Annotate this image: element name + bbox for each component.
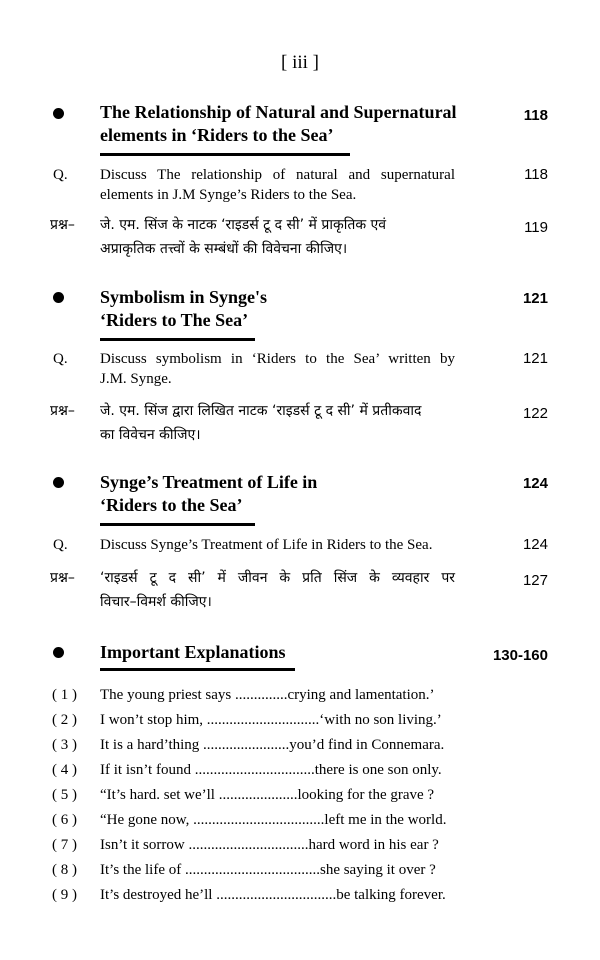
explanation-item <box>0 834 600 856</box>
question-line2: J.M. Synge. <box>100 371 172 387</box>
explanation-number: ( 9 ) <box>52 887 77 903</box>
explanation-text: “It’s hard. set we’ll .....................looking for the grave ? <box>100 787 435 803</box>
explanation-number: ( 7 ) <box>52 837 77 853</box>
explanation-item <box>0 884 600 906</box>
question-page: 122 <box>522 405 548 422</box>
explanation-number: ( 5 ) <box>52 787 77 803</box>
question-page: 121 <box>522 350 548 367</box>
explanation-number: ( 4 ) <box>52 762 77 778</box>
title-underline <box>100 668 295 671</box>
question-text <box>100 399 455 447</box>
question-label: Q. <box>53 351 68 367</box>
page-number: [ iii ] <box>281 52 319 73</box>
section-title <box>100 286 480 332</box>
question-page: 127 <box>522 572 548 589</box>
question-page: 118 <box>524 166 548 183</box>
question-text <box>100 165 455 205</box>
explanation-item <box>0 734 600 756</box>
question-label: प्रश्न– <box>50 403 75 419</box>
section-page: 130-160 <box>492 647 548 664</box>
explanation-text: If it isn’t found ................................there is one son only. <box>100 762 442 778</box>
bullet-icon <box>53 477 64 488</box>
question-line1: Discuss The relationship of natural and supernatural <box>100 167 455 183</box>
section-title-line2: elements in ‘Riders to the Sea’ <box>100 125 334 145</box>
question-line2: elements in J.M Synge’s Riders to the Sea. <box>100 187 357 203</box>
section-title <box>100 101 480 147</box>
section-title <box>100 471 480 517</box>
question-line1: Discuss symbolism in ‘Riders to the Sea’ written by <box>100 351 455 367</box>
section-page: 118 <box>523 107 548 124</box>
question-text <box>100 566 455 614</box>
section-title-line2: ‘Riders to the Sea’ <box>100 495 243 515</box>
bullet-icon <box>53 292 64 303</box>
explanation-number: ( 8 ) <box>52 862 77 878</box>
question-text <box>100 535 455 555</box>
question-label: Q. <box>53 537 68 553</box>
section-title-line1: Symbolism in Synge's <box>100 287 268 307</box>
question-line1: जे. एम. सिंज के नाटक ‘राइडर्स टू द सी’ में प्राकृतिक एवं <box>100 217 387 233</box>
explanation-item <box>0 784 600 806</box>
question-text <box>100 213 455 261</box>
question-line2: विचार–विमर्श कीजिए। <box>100 594 212 610</box>
explanation-text: The young priest says ..............crying and lamentation.’ <box>100 687 435 703</box>
explanation-text: It is a hard’thing .......................you’d find in Connemara. <box>100 737 445 753</box>
explanation-number: ( 1 ) <box>52 687 77 703</box>
section-page: 124 <box>522 475 548 492</box>
section-title-line1: The Relationship of Natural and Supernatural <box>100 102 457 122</box>
bullet-icon <box>53 108 64 119</box>
explanation-number: ( 3 ) <box>52 737 77 753</box>
explanation-text: I won’t stop him, ..............................‘with no son living.’ <box>100 712 442 728</box>
explanation-text: It’s destroyed he’ll ................................be talking forever. <box>100 887 446 903</box>
question-line1: ‘राइडर्स टू द सी’ में जीवन के प्रति सिंज के व्यवहार पर <box>100 570 455 586</box>
section-page: 121 <box>522 290 548 307</box>
question-label: Q. <box>53 167 68 183</box>
question-label: प्रश्न– <box>50 570 75 586</box>
title-underline <box>100 153 350 156</box>
explanation-text: Isn’t it sorrow ................................hard word in his ear ? <box>100 837 439 853</box>
explanation-text: It’s the life of ....................................she saying it over ? <box>100 862 436 878</box>
explanation-text: “He gone now, ...................................left me in the world. <box>100 812 447 828</box>
explanation-item <box>0 809 600 831</box>
question-line2: का विवेचन कीजिए। <box>100 427 201 443</box>
question-line2: अप्राकृतिक तत्त्वों के सम्बंधों की विवेचना कीजिए। <box>100 241 348 257</box>
question-label: प्रश्न– <box>50 217 75 233</box>
title-underline <box>100 523 255 526</box>
section-title: Important Explanations <box>100 642 286 662</box>
question-line1: Discuss Synge’s Treatment of Life in Riders to the Sea. <box>100 537 433 553</box>
question-page: 124 <box>522 536 548 553</box>
explanation-item <box>0 759 600 781</box>
explanation-item <box>0 684 600 706</box>
question-line1: जे. एम. सिंज द्वारा लिखित नाटक ‘राइडर्स टू द सी’ में प्रतीकवाद <box>100 403 422 419</box>
question-page: 119 <box>524 219 548 236</box>
section-title-line2: ‘Riders to The Sea’ <box>100 310 249 330</box>
question-text <box>100 349 455 389</box>
explanation-number: ( 6 ) <box>52 812 77 828</box>
explanation-item <box>0 859 600 881</box>
explanation-item <box>0 709 600 731</box>
bullet-icon <box>53 647 64 658</box>
section-title-line1: Synge’s Treatment of Life in <box>100 472 318 492</box>
explanation-number: ( 2 ) <box>52 712 77 728</box>
title-underline <box>100 338 255 341</box>
